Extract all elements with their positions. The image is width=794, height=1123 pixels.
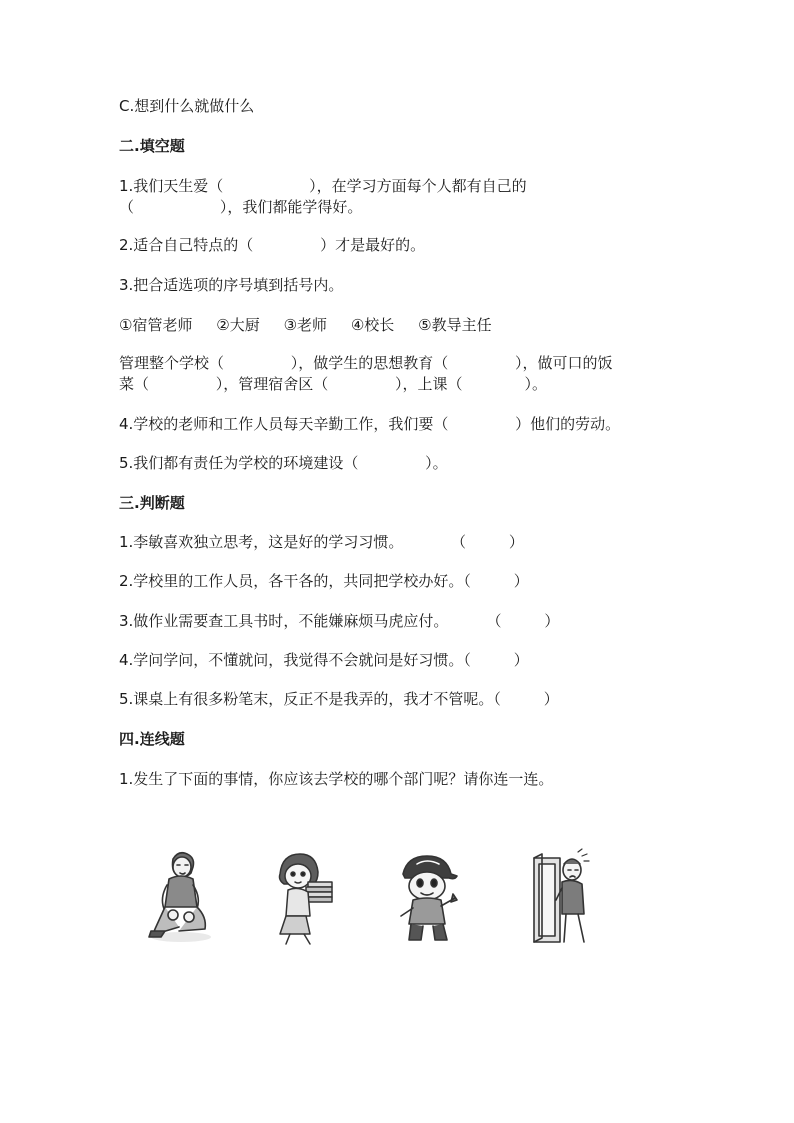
judge-question-2: 2.学校里的工作人员，各干各的，共同把学校办好。（ ）: [119, 572, 529, 590]
fill-question-3-blanks-line2: 菜（ ），管理宿舍区（ ），上课（ ）。: [119, 375, 547, 393]
judge-question-4: 4.学问学问，不懂就问，我觉得不会就问是好习惯。（ ）: [119, 651, 529, 669]
fill-question-3-blanks-line1: 管理整个学校（ ），做学生的思想教育（ ），做可口的饭: [119, 354, 613, 372]
boy-at-broken-door-illustration: [530, 848, 596, 952]
judge-question-3: 3.做作业需要查工具书时，不能嫌麻烦马虎应付。 （ ）: [119, 612, 560, 630]
injured-boy-illustration: [137, 845, 217, 945]
matching-question-1: 1.发生了下面的事情，你应该去学校的哪个部门呢？请你连一连。: [119, 770, 554, 788]
fill-question-4: 4.学校的老师和工作人员每天辛勤工作，我们要（ ）他们的劳动。: [119, 415, 621, 433]
judge-question-1: 1.李敏喜欢独立思考，这是好的学习习惯。 （ ）: [119, 533, 524, 551]
fill-question-1-line2: （ ），我们都能学得好。: [119, 198, 363, 216]
fill-question-1-line1: 1.我们天生爱（ ），在学习方面每个人都有自己的: [119, 177, 527, 195]
option-c: C.想到什么就做什么: [119, 97, 255, 115]
fill-question-5: 5.我们都有责任为学校的环境建设（ ）。: [119, 454, 448, 472]
girl-carrying-books-illustration: [270, 852, 336, 948]
fill-question-3-options: ①宿管老师 ②大厨 ③老师 ④校长 ⑤教导主任: [119, 316, 492, 334]
fill-question-3: 3.把合适选项的序号填到括号内。: [119, 276, 344, 294]
judge-question-5: 5.课桌上有很多粉笔末，反正不是我弄的，我才不管呢。（ ）: [119, 690, 559, 708]
boy-with-cap-illustration: [395, 852, 461, 948]
section-matching-title: 四.连线题: [119, 730, 185, 748]
fill-question-2: 2.适合自己特点的（ ）才是最好的。: [119, 236, 426, 254]
section-fill-in-blanks-title: 二.填空题: [119, 137, 185, 155]
section-true-false-title: 三.判断题: [119, 494, 185, 512]
